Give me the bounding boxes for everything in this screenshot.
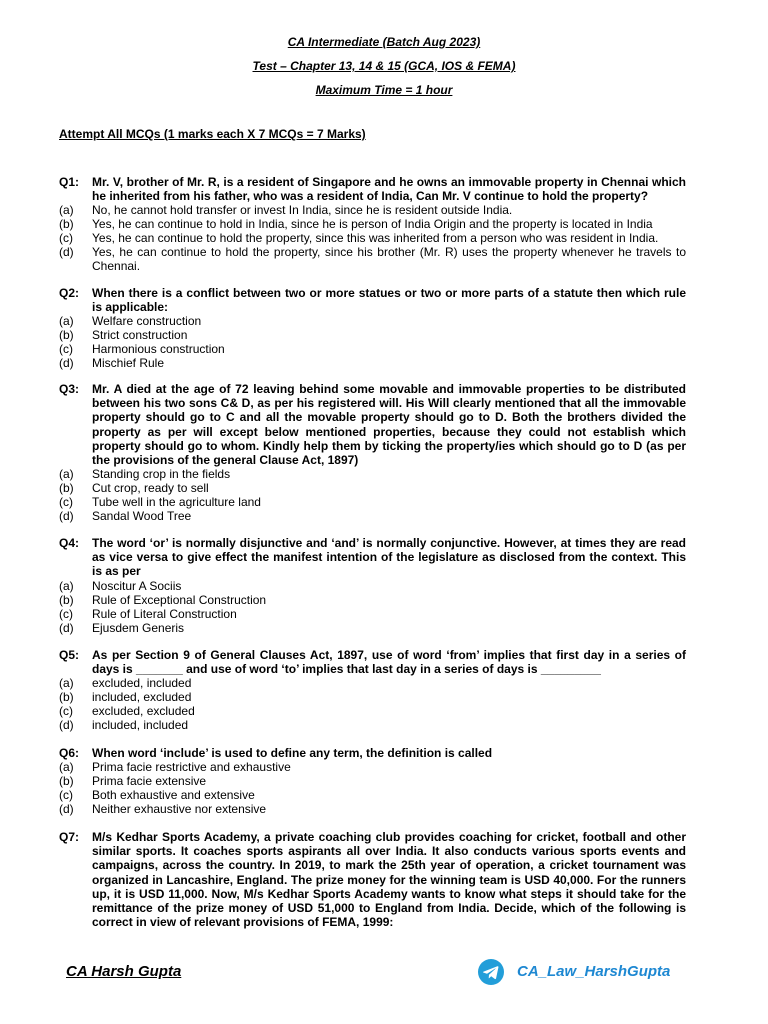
option-label: (b) [59, 690, 74, 705]
option-item[interactable] [59, 245, 686, 273]
question-row [59, 830, 686, 929]
question-text: When there is a conflict between two or more statues or two or more parts of a statute then which rule is applicable: [92, 286, 686, 315]
option-item[interactable] [59, 356, 686, 370]
option-label: (b) [59, 217, 74, 232]
option-label: (c) [59, 788, 73, 803]
option-text: Standing crop in the fields [92, 467, 231, 482]
option-item[interactable] [59, 328, 686, 342]
footer-telegram[interactable] [478, 958, 670, 986]
question-number: Q7: [59, 830, 80, 844]
option-item[interactable] [59, 593, 686, 607]
option-text: Sandal Wood Tree [92, 509, 192, 524]
option-text: Yes, he can continue to hold the property, since his brother (Mr. R) uses the property whenever he travels to Chennai. [92, 245, 686, 274]
option-label: (a) [59, 760, 74, 775]
option-text: Cut crop, ready to sell [92, 481, 209, 496]
option-text: Rule of Literal Construction [92, 606, 237, 621]
option-item[interactable] [59, 203, 686, 217]
option-label: (d) [59, 802, 74, 817]
option-label: (d) [59, 356, 74, 371]
option-label: (d) [59, 718, 74, 733]
option-label: (c) [59, 231, 73, 246]
option-text: Ejusdem Generis [92, 620, 185, 635]
option-item[interactable] [59, 217, 686, 231]
option-item[interactable] [59, 481, 686, 495]
question-block [59, 536, 686, 635]
option-label: (b) [59, 481, 74, 496]
option-item[interactable] [59, 509, 686, 523]
option-text: Both exhaustive and extensive [92, 788, 255, 803]
option-item[interactable] [59, 788, 686, 802]
option-label: (a) [59, 578, 74, 593]
option-item[interactable] [59, 467, 686, 481]
question-number: Q4: [59, 536, 80, 550]
option-item[interactable] [59, 231, 686, 245]
question-text: As per Section 9 of General Clauses Act, 1897, use of word ‘from’ implies that first day in a series of days is _______ and use of word ‘to’ implies that last day in a series of days is _________ [92, 648, 686, 677]
option-label: (c) [59, 704, 73, 719]
question-text: The word ‘or’ is normally disjunctive and ‘and’ is normally conjunctive. However, at times they are read as vice versa to give effect the manifest intention of the legislature as disclosed from the context. This is as per [92, 536, 686, 579]
question-row [59, 286, 686, 314]
instructions: Attempt All MCQs (1 marks each X 7 MCQs = 7 Marks) [59, 127, 366, 141]
option-text: Neither exhaustive nor extensive [92, 802, 267, 817]
question-row [59, 746, 686, 760]
option-text: Prima facie restrictive and exhaustive [92, 760, 291, 775]
option-text: Welfare construction [92, 314, 202, 329]
option-label: (d) [59, 245, 74, 260]
question-block [59, 830, 686, 929]
question-text: Mr. A died at the age of 72 leaving behind some movable and immovable properties to be distributed between his two sons C& D, as per his registered will. His Will clearly mentioned that all the immovable property should go to C and all the movable property should go to D. Both the brothers divided the property as per will except below mentioned properties, because they could not establish which property should go to whom. Kindly help them by ticking the property/ies which should go to D (as per the provisions of the general Clause Act, 1897) [92, 382, 686, 468]
question-block [59, 286, 686, 370]
option-label: (b) [59, 328, 74, 343]
question-number: Q6: [59, 746, 80, 760]
option-label: (a) [59, 203, 74, 218]
option-item[interactable] [59, 760, 686, 774]
option-label: (b) [59, 592, 74, 607]
option-text: No, he cannot hold transfer or invest In India, since he is resident outside India. [92, 203, 513, 218]
time-limit: Maximum Time = 1 hour [315, 83, 453, 97]
option-label: (c) [59, 495, 73, 510]
option-label: (b) [59, 774, 74, 789]
question-number: Q2: [59, 286, 80, 300]
option-text: Noscitur A Sociis [92, 578, 182, 593]
question-text: When word ‘include’ is used to define any term, the definition is called [92, 746, 493, 760]
option-text: Harmonious construction [92, 342, 225, 357]
telegram-handle[interactable]: CA_Law_HarshGupta [517, 963, 671, 980]
option-item[interactable] [59, 607, 686, 621]
footer-author: CA Harsh Gupta [66, 963, 182, 980]
option-text: Strict construction [92, 328, 188, 343]
option-text: Prima facie extensive [92, 774, 207, 789]
question-row [59, 648, 686, 676]
question-number: Q1: [59, 175, 80, 189]
option-text: Rule of Exceptional Construction [92, 592, 267, 607]
option-item[interactable] [59, 495, 686, 509]
question-text: M/s Kedhar Sports Academy, a private coaching club provides coaching for cricket, football and other similar sports. It coaches sports aspirants all over India. It also conducts various sports events and campaigns, across the country. In 2019, to mark the 25th year of operation, a cricket tournament was organized in Lancashire, England. The prize money for the winning team is USD 40,000. For the runners up, it is USD 11,000. Now, M/s Kedhar Sports Academy wants to know what steps it should take for the remittance of the prize money of USD 51,000 to England from India. Decide, which of the following is correct in view of relevant provisions of FEMA, 1999: [92, 830, 686, 930]
option-item[interactable] [59, 676, 686, 690]
question-number: Q3: [59, 382, 80, 396]
option-text: excluded, excluded [92, 704, 195, 719]
option-label: (d) [59, 509, 74, 524]
telegram-icon[interactable] [478, 959, 504, 985]
option-item[interactable] [59, 342, 686, 356]
question-number: Q5: [59, 648, 80, 662]
option-label: (a) [59, 467, 74, 482]
option-text: included, included [92, 718, 189, 733]
option-label: (d) [59, 620, 74, 635]
option-label: (a) [59, 676, 74, 691]
option-label: (c) [59, 342, 73, 357]
question-block [59, 382, 686, 523]
question-row [59, 536, 686, 579]
option-item[interactable] [59, 802, 686, 816]
option-item[interactable] [59, 579, 686, 593]
option-item[interactable] [59, 690, 686, 704]
option-item[interactable] [59, 621, 686, 635]
option-text: Yes, he can continue to hold the property, since this was inherited from a person who was resident in India. [92, 231, 659, 246]
option-item[interactable] [59, 774, 686, 788]
question-text: Mr. V, brother of Mr. R, is a resident of Singapore and he owns an immovable property in Chennai which he inherited from his father, who was a resident of India, Can Mr. V continue to hold the property? [92, 175, 686, 204]
option-text: Tube well in the agriculture land [92, 495, 261, 510]
option-text: Yes, he can continue to hold in India, since he is person of India Origin and the property is located in India [92, 217, 653, 232]
question-block [59, 175, 686, 273]
question-row [59, 382, 686, 467]
option-label: (c) [59, 606, 73, 621]
test-subtitle: Test – Chapter 13, 14 & 15 (GCA, IOS & FEMA) [252, 59, 516, 73]
option-item[interactable] [59, 704, 686, 718]
document-title: CA Intermediate (Batch Aug 2023) [287, 35, 481, 49]
question-row [59, 175, 686, 203]
option-text: included, excluded [92, 690, 192, 705]
option-text: Mischief Rule [92, 356, 165, 371]
question-block [59, 746, 686, 816]
option-text: excluded, included [92, 676, 192, 691]
option-item[interactable] [59, 718, 686, 732]
option-item[interactable] [59, 314, 686, 328]
option-label: (a) [59, 314, 74, 329]
question-block [59, 648, 686, 732]
